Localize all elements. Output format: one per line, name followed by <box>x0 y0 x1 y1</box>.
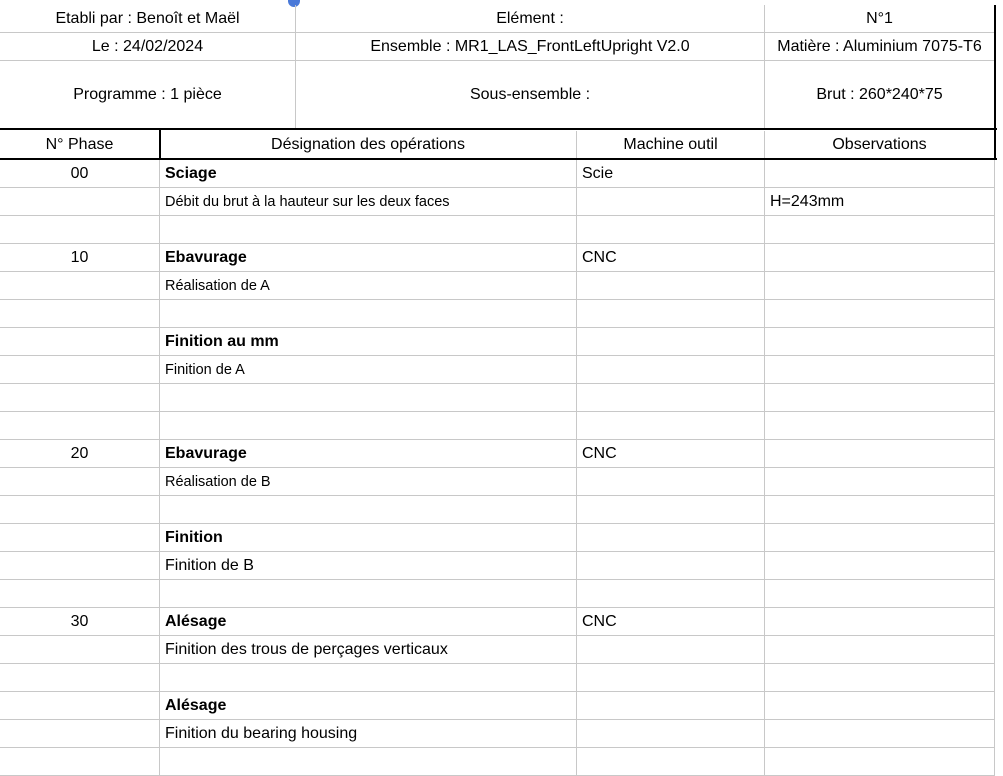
cell-phase[interactable] <box>0 188 160 216</box>
cell-machine[interactable] <box>577 188 765 216</box>
cell-machine[interactable] <box>577 524 765 552</box>
cell-ensemble[interactable]: Ensemble : MR1_LAS_FrontLeftUpright V2.0 <box>296 33 765 61</box>
cell-phase[interactable] <box>0 300 160 328</box>
cell-designation[interactable]: Ebavurage <box>160 440 577 468</box>
cell-phase[interactable] <box>0 356 160 384</box>
cell-phase[interactable]: 30 <box>0 608 160 636</box>
cell-designation[interactable] <box>160 412 577 440</box>
cell-machine[interactable] <box>577 300 765 328</box>
cell-phase[interactable] <box>0 272 160 300</box>
cell-observations[interactable] <box>765 720 995 748</box>
cell-designation[interactable] <box>160 664 577 692</box>
cell-designation[interactable] <box>160 748 577 776</box>
cell-observations[interactable]: H=243mm <box>765 188 995 216</box>
cell-observations[interactable] <box>765 412 995 440</box>
cell-observations[interactable] <box>765 608 995 636</box>
cell-phase[interactable] <box>0 384 160 412</box>
cell-designation[interactable]: Réalisation de A <box>160 272 577 300</box>
cell-observations[interactable] <box>765 216 995 244</box>
cell-observations[interactable] <box>765 692 995 720</box>
header-divider <box>0 128 997 130</box>
cell-machine[interactable] <box>577 384 765 412</box>
cell-programme[interactable]: Programme : 1 pièce <box>0 61 296 129</box>
col-header-phase[interactable]: N° Phase <box>0 131 160 159</box>
cell-designation[interactable]: Finition de A <box>160 356 577 384</box>
right-border <box>994 5 996 160</box>
cell-machine[interactable] <box>577 216 765 244</box>
cell-machine[interactable]: CNC <box>577 440 765 468</box>
cell-observations[interactable] <box>765 272 995 300</box>
cell-observations[interactable] <box>765 552 995 580</box>
cell-phase[interactable] <box>0 328 160 356</box>
cell-designation[interactable]: Alésage <box>160 608 577 636</box>
cell-designation[interactable] <box>160 496 577 524</box>
cell-machine[interactable]: CNC <box>577 244 765 272</box>
cell-machine[interactable] <box>577 412 765 440</box>
cell-designation[interactable] <box>160 216 577 244</box>
cell-machine[interactable] <box>577 664 765 692</box>
cell-observations[interactable] <box>765 468 995 496</box>
cell-phase[interactable] <box>0 692 160 720</box>
cell-observations[interactable] <box>765 580 995 608</box>
cell-matiere[interactable]: Matière : Aluminium 7075-T6 <box>765 33 995 61</box>
cell-machine[interactable] <box>577 496 765 524</box>
cell-machine[interactable] <box>577 580 765 608</box>
cell-designation[interactable]: Alésage <box>160 692 577 720</box>
cell-designation[interactable] <box>160 300 577 328</box>
cell-phase[interactable] <box>0 412 160 440</box>
cell-observations[interactable] <box>765 524 995 552</box>
col-header-machine[interactable]: Machine outil <box>577 131 765 159</box>
cell-phase[interactable] <box>0 552 160 580</box>
cell-designation[interactable]: Finition de B <box>160 552 577 580</box>
cell-designation[interactable] <box>160 580 577 608</box>
cell-phase[interactable] <box>0 216 160 244</box>
cell-designation[interactable]: Ebavurage <box>160 244 577 272</box>
cell-phase[interactable] <box>0 580 160 608</box>
cell-observations[interactable] <box>765 244 995 272</box>
column-header-divider <box>0 158 997 160</box>
cell-phase[interactable]: 00 <box>0 160 160 188</box>
cell-machine[interactable] <box>577 356 765 384</box>
cell-phase[interactable]: 10 <box>0 244 160 272</box>
cell-phase[interactable] <box>0 524 160 552</box>
cell-element[interactable]: Elément : <box>296 5 765 33</box>
cell-observations[interactable] <box>765 748 995 776</box>
cell-observations[interactable] <box>765 664 995 692</box>
cell-designation[interactable]: Finition du bearing housing <box>160 720 577 748</box>
cell-date[interactable]: Le : 24/02/2024 <box>0 33 296 61</box>
cell-observations[interactable] <box>765 440 995 468</box>
cell-numero[interactable]: N°1 <box>765 5 995 33</box>
cell-observations[interactable] <box>765 328 995 356</box>
cell-designation[interactable] <box>160 384 577 412</box>
cell-observations[interactable] <box>765 636 995 664</box>
cell-machine[interactable] <box>577 692 765 720</box>
cell-phase[interactable] <box>0 664 160 692</box>
col-header-designation[interactable]: Désignation des opérations <box>160 131 577 159</box>
cell-designation[interactable]: Débit du brut à la hauteur sur les deux faces <box>160 188 577 216</box>
cell-designation[interactable]: Finition <box>160 524 577 552</box>
cell-machine[interactable]: Scie <box>577 160 765 188</box>
cell-phase[interactable] <box>0 748 160 776</box>
cell-machine[interactable] <box>577 720 765 748</box>
cell-etabli[interactable]: Etabli par : Benoît et Maël <box>0 5 296 33</box>
cell-designation[interactable]: Finition des trous de perçages verticaux <box>160 636 577 664</box>
cell-machine[interactable] <box>577 272 765 300</box>
cell-machine[interactable] <box>577 328 765 356</box>
cell-machine[interactable] <box>577 552 765 580</box>
cell-machine[interactable] <box>577 748 765 776</box>
cell-machine[interactable]: CNC <box>577 608 765 636</box>
cell-phase[interactable] <box>0 468 160 496</box>
cell-observations[interactable] <box>765 160 995 188</box>
cell-phase[interactable] <box>0 496 160 524</box>
col-header-observations[interactable]: Observations <box>765 131 995 159</box>
cell-observations[interactable] <box>765 496 995 524</box>
cell-phase[interactable] <box>0 720 160 748</box>
cell-brut[interactable]: Brut : 260*240*75 <box>765 61 995 129</box>
cell-machine[interactable] <box>577 468 765 496</box>
cell-sous-ensemble[interactable]: Sous-ensemble : <box>296 61 765 129</box>
cell-designation[interactable]: Réalisation de B <box>160 468 577 496</box>
col-divider-phase <box>159 130 161 160</box>
cell-phase[interactable] <box>0 636 160 664</box>
cell-observations[interactable] <box>765 384 995 412</box>
cell-observations[interactable] <box>765 300 995 328</box>
cell-observations[interactable] <box>765 356 995 384</box>
cell-designation[interactable]: Finition au mm <box>160 328 577 356</box>
cell-machine[interactable] <box>577 636 765 664</box>
cell-designation[interactable]: Sciage <box>160 160 577 188</box>
cell-phase[interactable]: 20 <box>0 440 160 468</box>
